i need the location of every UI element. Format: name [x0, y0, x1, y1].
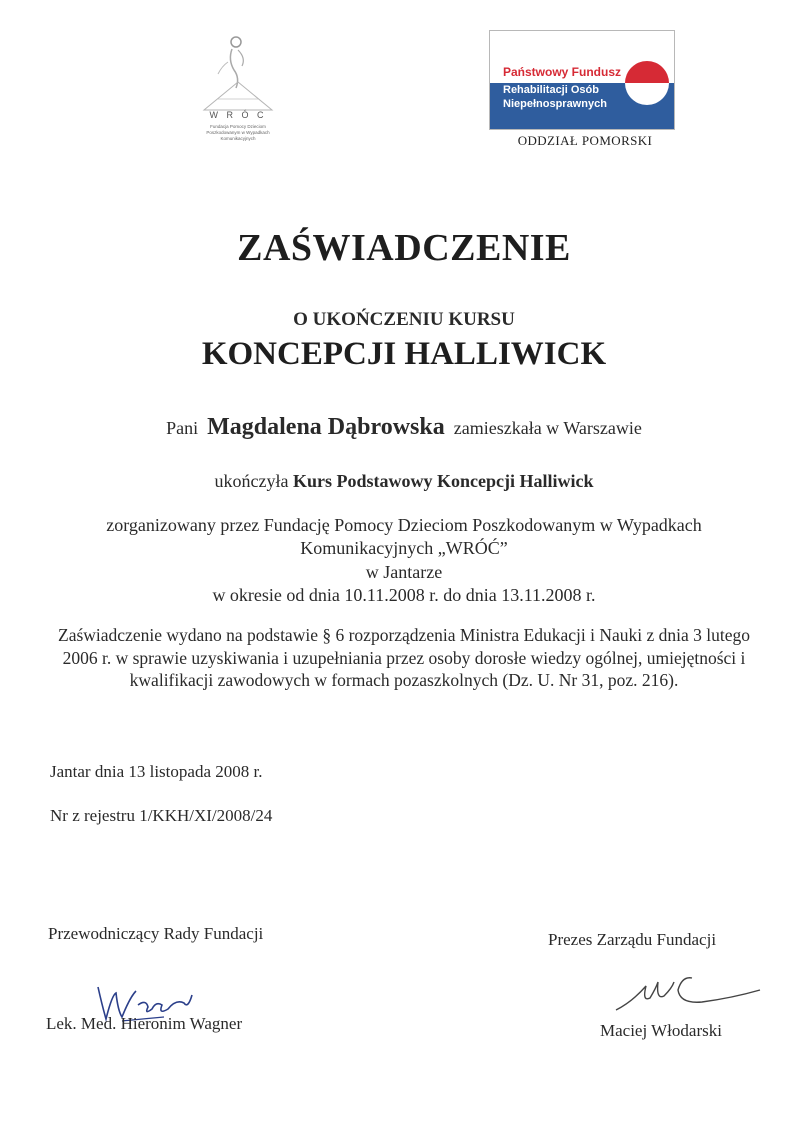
course-line — [0, 470, 808, 492]
legal-basis-paragraph: Zaświadczenie wydano na podstawie § 6 rozporządzenia Ministra Edukacji i Nauki z dnia 3 lutego 2006 r. w sprawie uzyskiwania i uzupełniania przez osoby dorosłe wiedzy ogólnej, umiejętności i kwalifikacji zawodowych w formach pozaszkolnych (Dz. U. Nr 31, poz. 216). — [58, 625, 750, 690]
course-location: w Jantarze — [365, 562, 443, 582]
pfron-logo-line3: Niepełnosprawnych — [503, 98, 607, 110]
wroc-logo-subtext: Poszkodowanym w Wypadkach — [206, 130, 270, 135]
right-handwritten-signature — [612, 962, 762, 1022]
course-period: w okresie od dnia 10.11.2008 r. do dnia 13.11.2008 r. — [212, 585, 596, 605]
pfron-logo — [489, 30, 675, 130]
right-signatory-name: Maciej Włodarski — [600, 1021, 722, 1040]
recipient-residence: zamieszkała w Warszawie — [453, 418, 642, 438]
left-signatory-name: Lek. Med. Hieronim Wagner — [46, 1014, 243, 1033]
recipient-name: Magdalena Dąbrowska — [207, 414, 445, 440]
wroc-logo-subtext: Fundacja Pomocy Dzieciom — [210, 124, 266, 129]
issue-date: Jantar dnia 13 listopada 2008 r. — [50, 762, 263, 781]
wroc-foundation-logo — [188, 22, 288, 146]
course-title: KONCEPCJI HALLIWICK — [201, 336, 607, 372]
wroc-logo-subtext: Komunikacyjnych — [220, 136, 256, 141]
document-title: ZAŚWIADCZENIE — [237, 227, 571, 269]
wroc-emblem-icon — [188, 22, 288, 112]
pfron-branch-label: ODDZIAŁ POMORSKI — [517, 133, 653, 148]
left-signatory-title: Przewodniczący Rady Fundacji — [48, 924, 264, 943]
organizer-line: zorganizowany przez Fundację Pomocy Dzieciom Poszkodowanym w Wypadkach — [106, 515, 702, 535]
pfron-logo-line1: Państwowy Fundusz — [503, 65, 622, 79]
organizer-line: Komunikacyjnych „WRÓĆ” — [300, 538, 508, 558]
pfron-logo-line2: Rehabilitacji Osób — [503, 84, 599, 96]
salutation: Pani — [166, 418, 199, 438]
registry-number: Nr z rejestru 1/KKH/XI/2008/24 — [50, 806, 273, 825]
completed-prefix: ukończyła — [214, 471, 289, 491]
wroc-logo-name: W R Ó C — [209, 110, 267, 120]
course-name: Kurs Podstawowy Koncepcji Halliwick — [292, 471, 594, 491]
recipient-line — [0, 416, 808, 439]
right-signatory-title: Prezes Zarządu Fundacji — [548, 930, 717, 949]
document-subtitle: O UKOŃCZENIU KURSU — [293, 309, 515, 330]
pfron-circle-icon — [490, 31, 674, 129]
